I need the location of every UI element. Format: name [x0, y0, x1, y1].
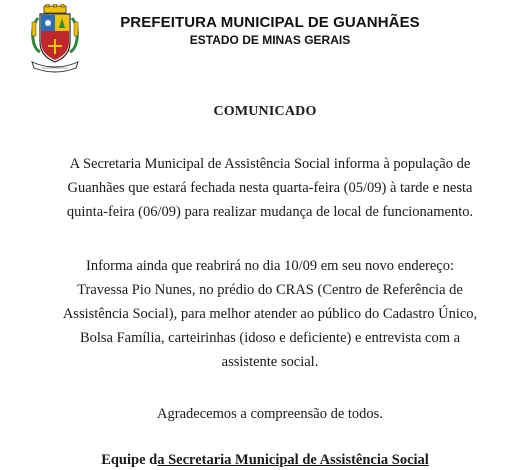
municipality-title: PREFEITURA MUNICIPAL DE GUANHÃES	[120, 14, 420, 31]
signature-prefix: Equipe d	[101, 452, 158, 468]
paragraph-new-address: Informa ainda que reabrirá no dia 10/09 em seu novo endereço: Travessa Pio Nunes, no prédio do CRAS (Centro de Referência de Assistência Social), para melhor atender ao público do Cadastro Único, Bolsa Família, carteirinhas (idoso e deficiente) e entrevista com a assistente social.	[62, 258, 478, 370]
state-title: ESTADO DE MINAS GERAIS	[189, 33, 351, 47]
letterhead	[0, 0, 530, 80]
signature-underlined: a Secretaria Municipal de Assistência Social	[157, 452, 429, 468]
paragraph-thanks: Agradecemos a compreensão de todos.	[157, 406, 383, 422]
document-title: COMUNICADO	[213, 104, 317, 119]
municipal-coat-of-arms-icon	[26, 4, 84, 74]
organization-name	[100, 14, 440, 47]
signature	[0, 452, 530, 469]
paragraph-closure-notice: A Secretaria Municipal de Assistência Social informa à população de Guanhães que estará fechada nesta quarta-feira (05/09) à tarde e nesta quinta-feira (06/09) para realizar mudança de local de funcionamento.	[66, 156, 474, 220]
